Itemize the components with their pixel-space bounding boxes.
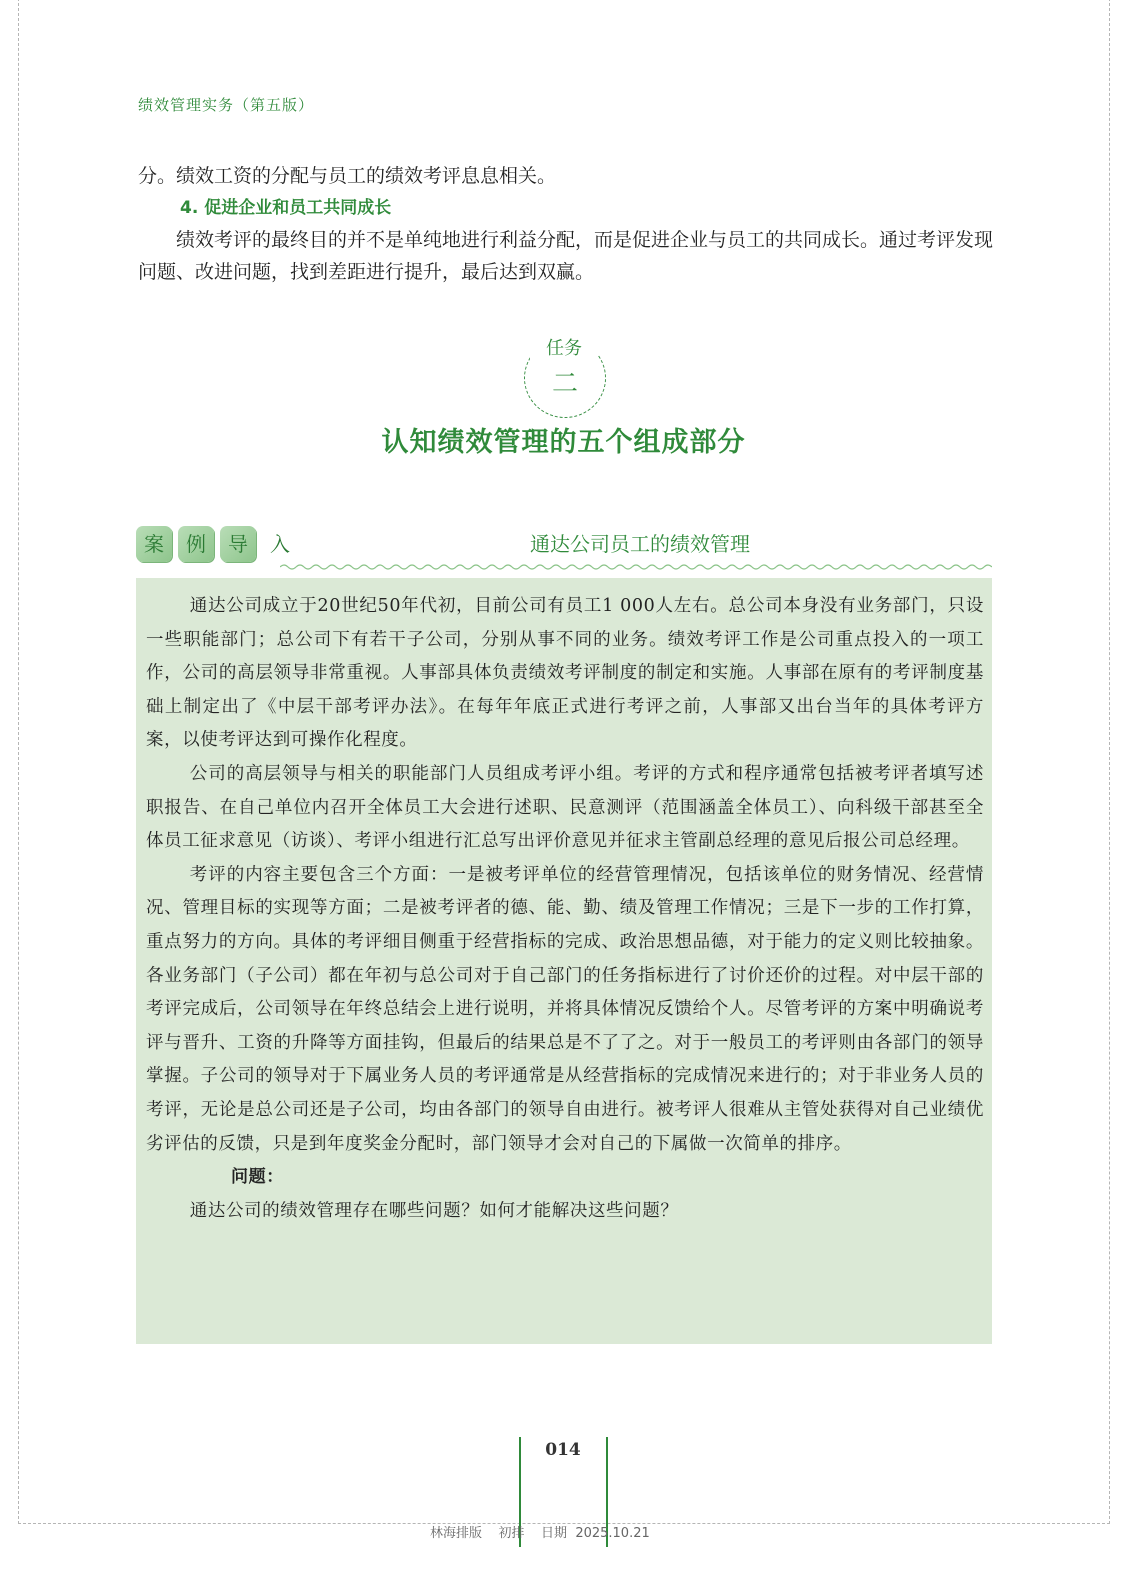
question-text: 通达公司的绩效管理存在哪些问题？如何才能解决这些问题？ bbox=[189, 1200, 679, 1221]
task-label: 任务 bbox=[530, 334, 598, 360]
case-text bbox=[146, 590, 984, 1228]
body-text bbox=[138, 160, 998, 288]
case-title: 通达公司员工的绩效管理 bbox=[530, 532, 750, 556]
paragraph: 绩效考评的最终目的并不是单纯地进行利益分配，而是促进企业与员工的共同成长。通过考评发现问题、改进问题，找到差距进行提升，最后达到双赢。 bbox=[138, 229, 994, 283]
case-intro-tag bbox=[136, 526, 304, 562]
case-paragraph: 考评的内容主要包含三个方面：一是被考评单位的经营管理情况，包括该单位的财务情况、经营情况、管理目标的实现等方面；二是被考评者的德、能、勤、绩及管理工作情况；三是下一步的工作打算，重点努力的方向。具体的考评细目侧重于经营指标的完成、政治思想品德，对于能力的定义则比较抽象。各业务部门（子公司）都在年初与总公司对于自己部门的任务指标进行了讨价还价的过程。对中层干部的考评完成后，公司领导在年终总结会上进行说明，并将具体情况反馈给个人。尽管考评的方案中明确说考评与晋升、工资的升降等方面挂钩，但最后的结果总是不了了之。对于一般员工的考评则由各部门的领导掌握。子公司的领导对于下属业务人员的考评通常是从经营指标的完成情况来进行的；对于非业务人员的考评，无论是总公司还是子公司，均由各部门的领导自由进行。被考评人很难从主管处获得对自己业绩优劣评估的反馈，只是到年度奖金分配时，部门领导才会对自己的下属做一次简单的排序。 bbox=[146, 864, 984, 1154]
case-paragraph: 通达公司成立于20世纪50年代初，目前公司有员工1 000人左右。总公司本身没有业务部门，只设一些职能部门；总公司下有若干子公司，分别从事不同的业务。绩效考评工作是公司重点投入的一项工作，公司的高层领导非常重视。人事部具体负责绩效考评制度的制定和实施。人事部在原有的考评制度基础上制定出了《中层干部考评办法》。在每年年底正式进行考评之前，人事部又出台当年的具体考评方案，以使考评达到可操作化程度。 bbox=[146, 596, 984, 751]
running-header: 绩效管理实务（第五版） bbox=[138, 96, 315, 114]
case-tag-char: 入 bbox=[270, 532, 290, 556]
wave-divider bbox=[280, 563, 992, 571]
continued-paragraph: 分。绩效工资的分配与员工的绩效考评息息相关。 bbox=[138, 165, 557, 187]
question-label: 问题： bbox=[231, 1167, 284, 1188]
case-tag-char: 导 bbox=[220, 526, 256, 562]
case-paragraph: 公司的高层领导与相关的职能部门人员组成考评小组。考评的方式和程序通常包括被考评者填写述职报告、在自己单位内召开全体员工大会进行述职、民意测评（范围涵盖全体员工）、向科级干部甚至全体员工征求意见（访谈）、考评小组进行汇总写出评价意见并征求主管副总经理的意见后报公司总经理。 bbox=[146, 763, 984, 852]
task-number: 二 bbox=[551, 369, 578, 399]
typeset-info: 林海排版 初排 日期 2025.10.21 bbox=[430, 1526, 650, 1541]
page-number: 014 bbox=[545, 1440, 581, 1460]
case-tag-char: 案 bbox=[136, 526, 172, 562]
case-tag-char: 例 bbox=[178, 526, 214, 562]
subheading: 4. 促进企业和员工共同成长 bbox=[180, 198, 392, 218]
section-title: 认知绩效管理的五个组成部分 bbox=[381, 427, 746, 458]
